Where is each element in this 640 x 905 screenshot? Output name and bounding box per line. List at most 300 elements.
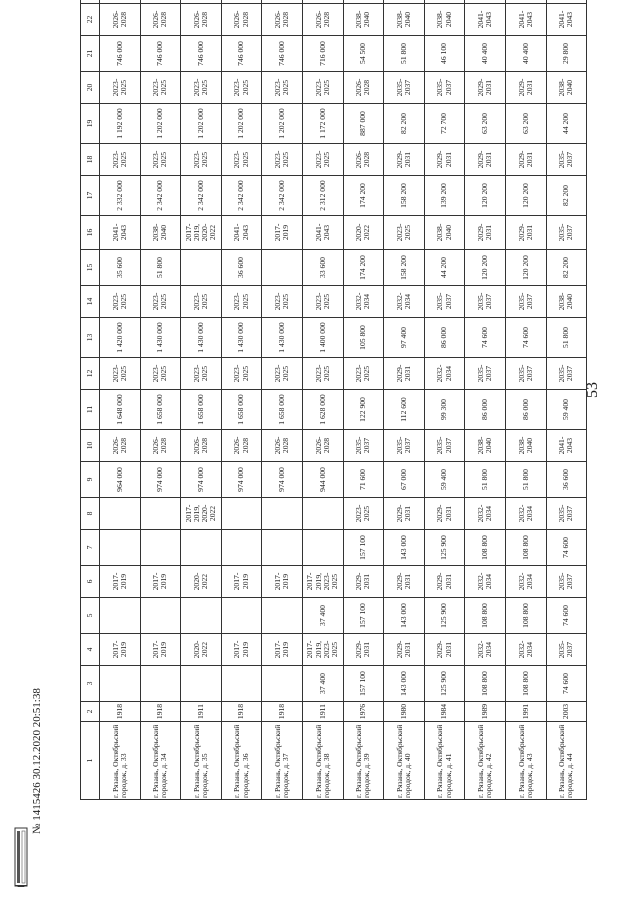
table-cell: 51 800 [505, 462, 546, 498]
address-cell: г. Рязань, Октябрьский городок, д. 40 [384, 722, 425, 800]
table-cell: 125 900 [424, 598, 465, 634]
table-cell: 51 800 [384, 36, 425, 72]
table-cell: 99 300 [424, 390, 465, 430]
table-cell: 157 100 [343, 666, 384, 702]
table-row [424, 0, 465, 800]
table-cell [384, 0, 425, 4]
column-header: 18 [81, 144, 100, 176]
table-cell: 2041-2043 [302, 216, 343, 250]
table-cell: 2023-2025 [343, 498, 384, 530]
table-cell: 2029-2031 [343, 566, 384, 598]
table-cell: 2003 [546, 702, 587, 722]
table-cell: 74 600 [465, 318, 506, 358]
table-cell: 2035-2037 [424, 286, 465, 318]
table-cell: 1 658 000 [221, 390, 262, 430]
table-cell: 746 000 [262, 36, 303, 72]
table-cell: 2023-2025 [100, 72, 141, 104]
column-header: 3 [81, 666, 100, 702]
table-cell: 46 100 [424, 36, 465, 72]
table-cell: 2017-2019 [221, 566, 262, 598]
table-cell: 1 430 000 [181, 318, 222, 358]
table-cell: 746 000 [100, 36, 141, 72]
table-cell [100, 0, 141, 4]
table-cell [221, 498, 262, 530]
table-cell: 974 000 [181, 462, 222, 498]
table-cell: 158 200 [384, 176, 425, 216]
table-cell: 37 400 [302, 666, 343, 702]
table-cell: 2035-2037 [424, 430, 465, 462]
table-cell: 2 342 000 [140, 176, 181, 216]
table-cell: 120 200 [505, 250, 546, 286]
table-cell: 2026-2028 [221, 4, 262, 36]
column-header: 10 [81, 430, 100, 462]
table-cell: 746 000 [181, 36, 222, 72]
table-cell: 2026-2028 [302, 430, 343, 462]
table-cell: 2 332 000 [100, 176, 141, 216]
table-cell [221, 530, 262, 566]
header-row [81, 0, 100, 800]
table-cell: 108 800 [505, 530, 546, 566]
table-cell: 2032-2034 [505, 566, 546, 598]
table-cell: 105 800 [343, 318, 384, 358]
table-cell [181, 250, 222, 286]
table-cell: 2038-2040 [546, 72, 587, 104]
address-cell: г. Рязань, Октябрьский городок, д. 39 [343, 722, 384, 800]
table-cell: 887 000 [343, 104, 384, 144]
table-cell: 2029-2031 [424, 498, 465, 530]
table-cell: 82 200 [546, 250, 587, 286]
table-cell [181, 598, 222, 634]
table-row [302, 0, 343, 800]
table-cell: 51 800 [140, 250, 181, 286]
table-cell [302, 498, 343, 530]
table-cell: 2017-2019, 2020-2022 [181, 498, 222, 530]
table-cell: 51 800 [546, 318, 587, 358]
page-number: 53 [584, 382, 601, 398]
table-cell: 2017-2019 [100, 566, 141, 598]
table-cell: 2023-2025 [262, 358, 303, 390]
table-cell: 2032-2034 [424, 358, 465, 390]
table-row [181, 0, 222, 800]
table-cell: 1 202 000 [181, 104, 222, 144]
data-table [80, 0, 587, 800]
table-cell: 54 500 [343, 36, 384, 72]
table-cell: 1918 [221, 702, 262, 722]
table-cell: 2029-2031 [505, 72, 546, 104]
table-cell: 67 000 [384, 462, 425, 498]
table-cell: 2035-2037 [343, 430, 384, 462]
table-row [384, 0, 425, 800]
table-cell: 2023-2025 [221, 144, 262, 176]
table-cell: 2029-2031 [384, 566, 425, 598]
table-cell: 63 200 [505, 104, 546, 144]
table-body [100, 0, 587, 800]
table-cell [100, 666, 141, 702]
column-header: 5 [81, 598, 100, 634]
table-cell: 2017-2019, 2023-2025 [302, 634, 343, 666]
column-header: 1 [81, 722, 100, 800]
table-cell: 2041-2043 [546, 430, 587, 462]
column-header: 12 [81, 358, 100, 390]
table-cell: 2017-2019 [262, 634, 303, 666]
table-cell [262, 666, 303, 702]
table-cell: 2038-2040 [424, 4, 465, 36]
table-cell: 2035-2037 [505, 286, 546, 318]
table-cell: 1 658 000 [181, 390, 222, 430]
table-cell [100, 498, 141, 530]
table-cell: 108 800 [505, 666, 546, 702]
table-cell [181, 0, 222, 4]
table-cell: 82 200 [546, 176, 587, 216]
table-cell: 1 628 000 [302, 390, 343, 430]
address-cell: г. Рязань, Октябрьский городок, д. 43 [505, 722, 546, 800]
column-header: 4 [81, 634, 100, 666]
table-cell: 120 200 [465, 176, 506, 216]
table-cell: 2023-2025 [140, 144, 181, 176]
table-cell: 2023-2025 [100, 144, 141, 176]
table-cell: 51 800 [465, 462, 506, 498]
table-row [465, 0, 506, 800]
table-cell: 44 200 [546, 104, 587, 144]
table-cell: 2 342 000 [181, 176, 222, 216]
table-cell: 944 000 [302, 462, 343, 498]
table-cell [221, 0, 262, 4]
table-cell: 2035-2037 [546, 216, 587, 250]
table-cell: 74 600 [546, 530, 587, 566]
table-cell: 74 600 [546, 666, 587, 702]
table-cell: 2023-2025 [302, 286, 343, 318]
table-cell: 2017-2019 [100, 634, 141, 666]
column-header: 16 [81, 216, 100, 250]
table-cell: 2017-2019 [221, 634, 262, 666]
table-cell: 2032-2034 [343, 286, 384, 318]
table-cell: 1918 [262, 702, 303, 722]
table-cell [546, 0, 587, 4]
table-cell: 1 202 000 [262, 104, 303, 144]
table-cell: 40 400 [465, 36, 506, 72]
table-cell: 157 100 [343, 530, 384, 566]
table-cell: 59 400 [424, 462, 465, 498]
table-cell: 2035-2037 [546, 144, 587, 176]
table-cell [262, 250, 303, 286]
table-cell: 1918 [140, 702, 181, 722]
table-cell: 120 200 [465, 250, 506, 286]
column-header: 8 [81, 498, 100, 530]
table-cell: 82 200 [384, 104, 425, 144]
table-cell: 2029-2031 [384, 634, 425, 666]
table-cell: 2026-2028 [221, 430, 262, 462]
table-cell [100, 598, 141, 634]
table-cell: 2023-2025 [221, 72, 262, 104]
address-cell: г. Рязань, Октябрьский городок, д. 37 [262, 722, 303, 800]
table-cell: 2023-2025 [100, 358, 141, 390]
table-cell: 2023-2025 [302, 358, 343, 390]
table-cell: 37 400 [302, 598, 343, 634]
table-cell: 112 600 [384, 390, 425, 430]
table-cell: 2023-2025 [100, 286, 141, 318]
address-cell: г. Рязань, Октябрьский городок, д. 44 [546, 722, 587, 800]
table-cell: 143 000 [384, 598, 425, 634]
table-cell: 108 800 [465, 530, 506, 566]
column-header: 22 [81, 4, 100, 36]
table-cell: 2026-2028 [140, 430, 181, 462]
table-row [546, 0, 587, 800]
table-cell: 2038-2040 [343, 4, 384, 36]
table-cell: 2041-2043 [221, 216, 262, 250]
address-cell: г. Рязань, Октябрьский городок, д. 42 [465, 722, 506, 800]
table-cell: 974 000 [221, 462, 262, 498]
table-cell [140, 530, 181, 566]
table-cell: 2023-2025 [262, 144, 303, 176]
table-cell: 2023-2025 [302, 72, 343, 104]
table-cell [221, 666, 262, 702]
table-cell: 2026-2028 [262, 4, 303, 36]
table-cell: 2035-2037 [465, 358, 506, 390]
table-cell: 86 000 [505, 390, 546, 430]
table-cell: 2017-2019 [140, 566, 181, 598]
column-header: 20 [81, 72, 100, 104]
table-cell: 36 600 [221, 250, 262, 286]
table-cell: 746 000 [221, 36, 262, 72]
table-cell: 2026-2028 [302, 4, 343, 36]
table-cell: 2020-2022 [181, 634, 222, 666]
table-cell: 2023-2025 [181, 72, 222, 104]
table-row [221, 0, 262, 800]
address-cell: г. Рязань, Октябрьский городок, д. 41 [424, 722, 465, 800]
table-cell: 1 430 000 [221, 318, 262, 358]
table-cell: 125 900 [424, 666, 465, 702]
table-cell [140, 498, 181, 530]
registration-stamp: № 1415426 30.12.2020 20:51:38 [31, 688, 43, 834]
column-header: 15 [81, 250, 100, 286]
table-cell [505, 0, 546, 4]
address-cell: г. Рязань, Октябрьский городок, д. 34 [140, 722, 181, 800]
table-cell: 2038-2040 [384, 4, 425, 36]
table-cell: 2038-2040 [140, 216, 181, 250]
table-cell: 1 400 000 [302, 318, 343, 358]
table-cell [140, 666, 181, 702]
table-row [505, 0, 546, 800]
table-cell: 120 200 [505, 176, 546, 216]
table-cell: 158 200 [384, 250, 425, 286]
table-cell: 2017-2019 [262, 566, 303, 598]
address-cell: г. Рязань, Октябрьский городок, д. 35 [181, 722, 222, 800]
table-row [100, 0, 141, 800]
table-cell: 2026-2028 [343, 72, 384, 104]
table-cell: 716 000 [302, 36, 343, 72]
table-cell: 36 600 [546, 462, 587, 498]
table-cell: 40 400 [505, 36, 546, 72]
table-cell: 2035-2037 [505, 358, 546, 390]
table-cell: 1911 [302, 702, 343, 722]
table-cell: 1991 [505, 702, 546, 722]
table-cell: 59 400 [546, 390, 587, 430]
table-cell: 2035-2037 [465, 286, 506, 318]
table-cell: 29 800 [546, 36, 587, 72]
table-cell: 139 200 [424, 176, 465, 216]
table-cell: 71 600 [343, 462, 384, 498]
table-cell: 2026-2028 [262, 430, 303, 462]
table-cell: 2026-2028 [181, 4, 222, 36]
table-cell: 2029-2031 [465, 216, 506, 250]
table-cell: 2026-2028 [100, 4, 141, 36]
table-cell: 2017-2019, 2023-2025 [302, 566, 343, 598]
table-row [262, 0, 303, 800]
table-cell: 2017-2019 [140, 634, 181, 666]
table-cell: 125 900 [424, 530, 465, 566]
table-cell: 2041-2043 [546, 4, 587, 36]
table-row [343, 0, 384, 800]
table-cell [262, 530, 303, 566]
table-cell: 174 200 [343, 176, 384, 216]
table-cell: 44 200 [424, 250, 465, 286]
table-cell: 2020-2022 [343, 216, 384, 250]
table-cell: 2023-2025 [181, 358, 222, 390]
table-cell: 2023-2025 [302, 144, 343, 176]
table-cell: 2035-2037 [546, 358, 587, 390]
column-header: 9 [81, 462, 100, 498]
table-cell: 1 172 000 [302, 104, 343, 144]
table-cell: 1 648 000 [100, 390, 141, 430]
table-cell: 2032-2034 [465, 566, 506, 598]
table-cell: 1984 [424, 702, 465, 722]
table-cell [140, 0, 181, 4]
table-cell: 974 000 [262, 462, 303, 498]
table-cell: 2038-2040 [465, 430, 506, 462]
table-cell: 2029-2031 [384, 498, 425, 530]
table-cell: 2035-2037 [424, 72, 465, 104]
table-cell: 1911 [181, 702, 222, 722]
table-cell: 1989 [465, 702, 506, 722]
table-cell: 2026-2028 [181, 430, 222, 462]
table-cell: 2032-2034 [465, 498, 506, 530]
data-table-rotated [80, 10, 585, 800]
table-cell [302, 530, 343, 566]
table-cell: 2032-2034 [505, 634, 546, 666]
table-cell: 2 342 000 [262, 176, 303, 216]
table-cell: 2017-2019 [262, 216, 303, 250]
table-cell: 157 100 [343, 598, 384, 634]
table-cell: 143 000 [384, 666, 425, 702]
column-header: 13 [81, 318, 100, 358]
column-header: 6 [81, 566, 100, 598]
table-cell: 746 000 [140, 36, 181, 72]
table-cell: 74 600 [505, 318, 546, 358]
table-cell [424, 0, 465, 4]
column-header: 2 [81, 702, 100, 722]
table-cell: 2041-2043 [100, 216, 141, 250]
table-cell [181, 666, 222, 702]
table-cell: 2029-2031 [505, 144, 546, 176]
table-cell: 964 000 [100, 462, 141, 498]
table-cell: 1 430 000 [262, 318, 303, 358]
address-cell: г. Рязань, Октябрьский городок, д. 38 [302, 722, 343, 800]
table-cell [465, 0, 506, 4]
column-header: 14 [81, 286, 100, 318]
table-cell: 2023-2025 [221, 358, 262, 390]
table-cell: 2035-2037 [546, 566, 587, 598]
table-row [140, 0, 181, 800]
table-cell [181, 530, 222, 566]
table-cell: 2029-2031 [505, 216, 546, 250]
table-cell: 2032-2034 [465, 634, 506, 666]
table-cell: 2026-2028 [343, 144, 384, 176]
table-cell: 1 420 000 [100, 318, 141, 358]
table-cell: 108 800 [465, 598, 506, 634]
table-cell: 86 000 [424, 318, 465, 358]
table-cell: 2041-2043 [465, 4, 506, 36]
table-cell: 1 658 000 [262, 390, 303, 430]
table-cell: 2 312 000 [302, 176, 343, 216]
table-cell: 1 192 000 [100, 104, 141, 144]
table-cell: 2029-2031 [343, 634, 384, 666]
table-cell: 2041-2043 [505, 4, 546, 36]
table-cell [262, 598, 303, 634]
table-cell: 2023-2025 [140, 72, 181, 104]
table-cell [100, 530, 141, 566]
table-cell: 2029-2031 [465, 144, 506, 176]
table-cell: 2023-2025 [140, 286, 181, 318]
table-cell: 2023-2025 [181, 286, 222, 318]
table-cell: 108 800 [465, 666, 506, 702]
table-cell: 143 000 [384, 530, 425, 566]
table-cell: 2023-2025 [262, 72, 303, 104]
column-header: 19 [81, 104, 100, 144]
table-cell: 2035-2037 [384, 72, 425, 104]
table-cell: 1 202 000 [221, 104, 262, 144]
table-cell [343, 0, 384, 4]
table-cell: 74 600 [546, 598, 587, 634]
table-cell: 1 202 000 [140, 104, 181, 144]
table-cell: 2023-2025 [384, 216, 425, 250]
table-cell: 1 658 000 [140, 390, 181, 430]
table-cell: 2020-2022 [181, 566, 222, 598]
address-cell: г. Рязань, Октябрьский городок, д. 33 [100, 722, 141, 800]
column-header [81, 0, 100, 4]
table-cell [262, 0, 303, 4]
table-cell [302, 0, 343, 4]
table-cell: 1 430 000 [140, 318, 181, 358]
table-cell [262, 498, 303, 530]
table-cell: 2032-2034 [384, 286, 425, 318]
column-header: 21 [81, 36, 100, 72]
table-cell: 2029-2031 [384, 144, 425, 176]
table-cell: 63 200 [465, 104, 506, 144]
table-cell: 2 342 000 [221, 176, 262, 216]
table-cell: 2026-2028 [100, 430, 141, 462]
table-cell [140, 598, 181, 634]
table-cell: 72 700 [424, 104, 465, 144]
table-cell: 86 000 [465, 390, 506, 430]
table-cell [221, 598, 262, 634]
table-cell: 1976 [343, 702, 384, 722]
table-cell: 2035-2037 [384, 430, 425, 462]
table-cell: 1980 [384, 702, 425, 722]
column-header: 7 [81, 530, 100, 566]
table-cell: 108 800 [505, 598, 546, 634]
table-cell: 2017-2019, 2020-2022 [181, 216, 222, 250]
table-cell: 35 600 [100, 250, 141, 286]
column-header: 17 [81, 176, 100, 216]
table-cell: 33 600 [302, 250, 343, 286]
table-cell: 2029-2031 [424, 634, 465, 666]
table-cell: 974 000 [140, 462, 181, 498]
table-cell: 2029-2031 [424, 566, 465, 598]
table-cell: 2026-2028 [140, 4, 181, 36]
table-cell: 2038-2040 [546, 286, 587, 318]
table-cell: 2035-2037 [546, 634, 587, 666]
table-cell: 2038-2040 [424, 216, 465, 250]
